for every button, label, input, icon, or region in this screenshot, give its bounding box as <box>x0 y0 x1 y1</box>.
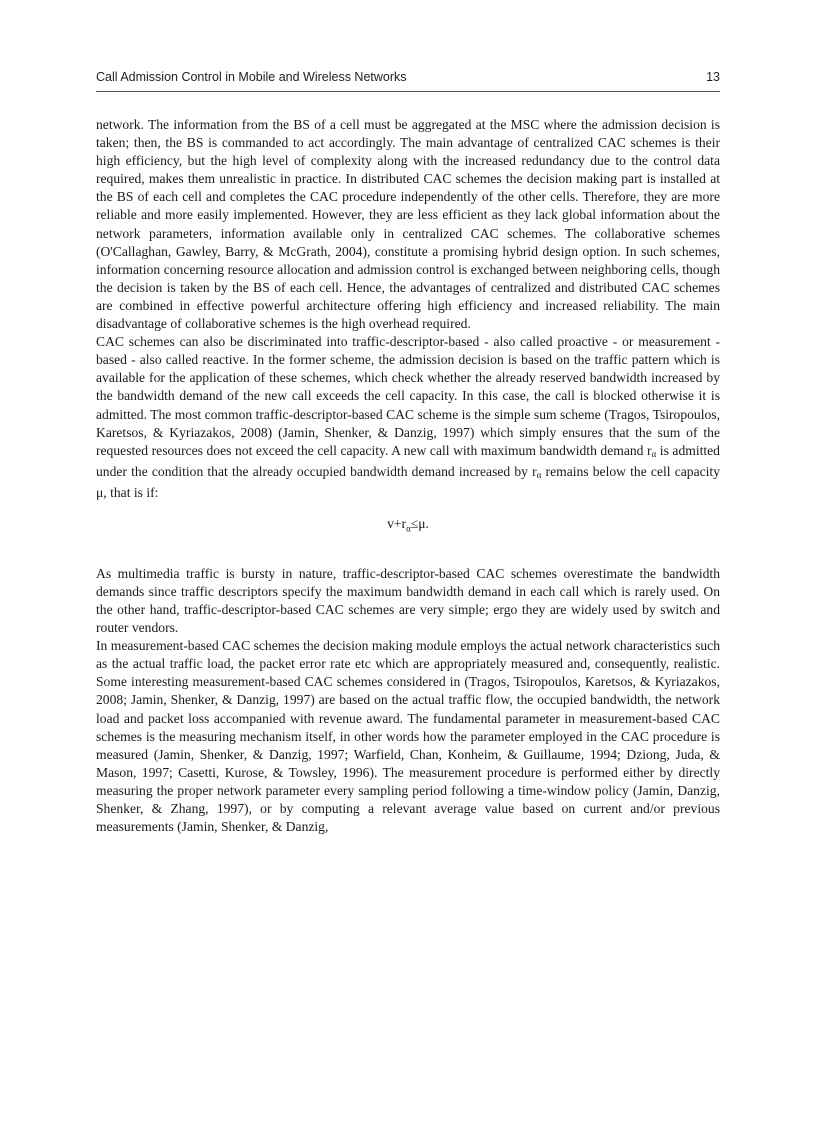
subscript-alpha: α <box>536 469 542 480</box>
p2-text-a: CAC schemes can also be discriminated into traffic-descriptor-based - also called proactive - or measurement - based - also called reactive. In the former scheme, the admission decision is based on the traffic pattern which is available for the application of these schemes, which check whether the already reserved bandwidth increased by the bandwidth demand of the new call exceeds the cell capacity. In this case, the call is blocked otherwise it is admitted. The most common traffic-descriptor-based CAC scheme is the simple sum scheme (Tragos, Tsiropoulos, Karetsos, & Kyriazakos, 2008) (Jamin, Shenker, & Danzig, 1997) which simply ensures that the sum of the requested resources does not exceed the cell capacity. A new call with maximum bandwidth demand r <box>96 334 720 458</box>
header-divider <box>96 91 720 92</box>
paragraph-traffic-descriptor <box>96 333 720 502</box>
paragraph-multimedia-traffic: As multimedia traffic is bursty in nature, traffic-descriptor-based CAC schemes overestimate the bandwidth demands since traffic descriptors specify the maximum bandwidth demand in each call which is rarely used. On the other hand, traffic-descriptor-based CAC schemes are very simple; ergo they are widely used by switch and router vendors. <box>96 565 720 636</box>
page-body <box>96 116 720 836</box>
page-number: 13 <box>706 70 720 84</box>
paragraph-measurement-based: In measurement-based CAC schemes the decision making module employs the actual network characteristics such as the actual traffic load, the packet error rate etc which are appropriately measured and, consequently, realistic. Some interesting measurement-based CAC schemes considered in (Tragos, Tsiropoulos, Karetsos, & Kyriazakos, 2008; Jamin, Shenker, & Danzig, 1997) are based on the actual traffic flow, the occupied bandwidth, the network load and packet loss accompanied with revenue award. The fundamental parameter in measurement-based CAC schemes is the measuring mechanism itself, in other words how the parameter employed in the CAC procedure is measured (Jamin, Shenker, & Danzig, 1997; Warfield, Chan, Konheim, & Guillaume, 1994; Dziong, Juda, & Mason, 1997; Casetti, Kurose, & Towsley, 1996). The measurement procedure is performed either by directly measuring the proper network parameter every sampling period following a time-window policy (Jamin, Danzig, Shenker, & Zhang, 1997), or by computing a relevant average value based on current and/or previous measurements (Jamin, Shenker, & Danzig, <box>96 638 720 835</box>
formula-subscript: α <box>406 523 411 534</box>
p2-text-b: is admitted under the condition that the already occupied bandwidth demand increased by r <box>96 442 720 479</box>
subscript-alpha: α <box>651 448 657 459</box>
formula-rhs: ≤μ. <box>410 515 429 531</box>
admission-formula <box>96 502 720 565</box>
p2-text-c: remains below the cell capacity μ, that is if: <box>96 463 720 500</box>
running-header <box>96 70 720 84</box>
paragraph-centralized-distributed: network. The information from the BS of a cell must be aggregated at the MSC where the admission decision is taken; then, the BS is commanded to act accordingly. The main advantage of centralized CAC schemes is their high efficiency, but the high level of complexity along with the increased redundancy due to the control data required, makes them unrealistic in practice. In distributed CAC schemes the decision making part is installed at the BS of each cell and completes the CAC procedure independently of the other cells. Therefore, they are more reliable and more easily implemented. However, they are less efficient as they lack global information about the network parameters, information available only in centralized CAC schemes. The collaborative schemes (O'Callaghan, Gawley, Barry, & McGrath, 2004), constitute a promising hybrid design option. In such schemes, information concerning resource allocation and admission control is exchanged between neighboring cells, though the decision is taken by the BS of each cell. Hence, the advantages of centralized and distributed CAC schemes are combined in effective powerful architecture offering high efficiency and increased reliability. The main disadvantage of collaborative schemes is the high overhead required. <box>96 117 720 332</box>
formula-lhs: v+r <box>387 515 407 531</box>
running-title: Call Admission Control in Mobile and Wireless Networks <box>96 70 407 84</box>
